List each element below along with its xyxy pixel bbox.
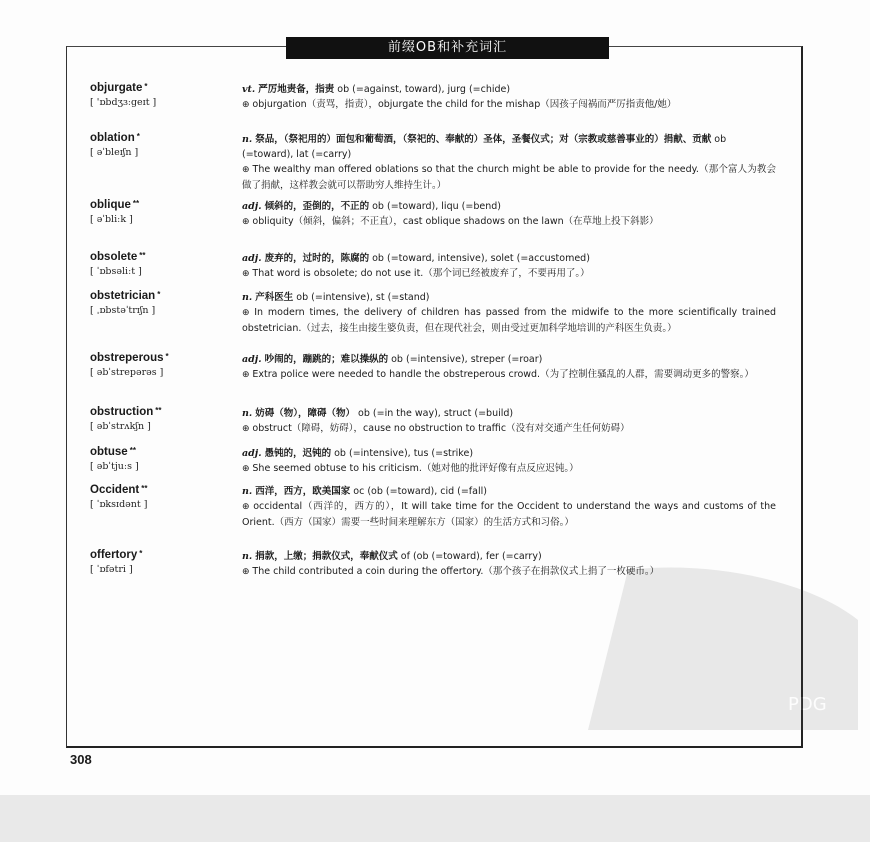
part-of-speech: adj. [242,253,262,264]
example [242,305,776,336]
definition-block [242,549,776,580]
definition-block [242,199,776,230]
definition-block [242,484,776,530]
example-text: The wealthy man offered oblations so that the church might be able to provide for the needy.（那个富人为教会做了捐献，这样教会就可以帮助穷人维持生计。） [242,164,776,191]
headword [90,484,147,496]
example-text: The child contributed a coin during the offertory.（那个孩子在捐款仪式上捐了一枚硬币。） [252,566,660,577]
example [242,367,776,383]
headword [90,132,140,144]
definition: 祭品，（祭祀用的）面包和葡萄酒，（祭祀的、奉献的）圣体，圣餐仪式；对（宗教或慈善事业的）捐献、贡献 [255,134,712,145]
word: oblique [90,199,131,211]
example-icon: ⊕ [242,308,255,318]
frequency-star: * [136,132,140,141]
pronunciation: [ əˈbleɪʃn ] [90,147,139,158]
watermark-text: PDG [788,694,827,715]
example-icon: ⊕ [242,100,253,110]
etymology: ob (=intensive), tus (=strike) [334,448,474,459]
example [242,266,776,282]
definition-block [242,132,776,193]
headword [90,549,142,561]
headword [90,290,160,302]
example [242,499,776,530]
example-text: Extra police were needed to handle the obstreperous crowd.（为了控制住骚乱的人群，需要调动更多的警察。） [252,369,754,380]
definition: 严厉地责备，指责 [258,84,335,95]
part-of-speech: vt. [242,84,256,95]
word: obtuse [90,446,128,458]
example-text: obstruct（障碍，妨碍），cause no obstruction to traffic（没有对交通产生任何妨碍） [252,423,630,434]
word: obstetrician [90,290,156,302]
definition: 倾斜的，歪倒的，不正的 [264,201,370,212]
pronunciation: [ əbˈstrepərəs ] [90,367,164,378]
definition: 产科医生 [255,292,294,303]
word: Occident [90,484,140,496]
pronunciation: [ əbˈtjuːs ] [90,461,139,472]
headword [90,352,169,364]
pronunciation: [ ˌɒbstəˈtrɪʃn ] [90,305,156,316]
etymology: ob (=against, toward), jurg (=chide) [337,84,511,95]
example [242,421,776,437]
definition: 西洋，西方，欧美国家 [255,486,351,497]
etymology: ob (=toward, intensive), solet (=accustomed) [372,253,590,264]
example-text: occidental（西洋的，西方的），It will take time for the Occident to understand the ways and customs of the Orient.（西方（国家）需要一些时间来理解东方（国家）的生活方式和习俗。） [242,501,776,528]
frequency-star: ** [139,251,146,260]
frequency-star: * [165,352,169,361]
definition-block [242,446,776,477]
etymology: ob (=intensive), streper (=roar) [391,354,543,365]
scan-margin [0,795,870,842]
etymology: ob (=toward), lat (=carry) [242,134,727,160]
word: obstruction [90,406,154,418]
headword [90,251,146,263]
part-of-speech: n. [242,292,253,303]
frequency-star: ** [132,199,140,208]
part-of-speech: n. [242,551,253,562]
pronunciation: [ 'ɒbdʒɜːgeɪt ] [90,97,157,108]
example-icon: ⊕ [242,424,253,434]
definition: 妨碍（物），障碍（物） [255,408,356,419]
example-text: In modern times, the delivery of children has passed from the midwife to the more scientifically trained obstetrician.（过去，接生由接生婆负责，但在现代社会，则由受过更加科学地培训的产科医生负责。） [242,307,776,334]
example [242,564,776,580]
definition: 捐款，上缴；捐款仪式，奉献仪式 [255,551,398,562]
definition-block [242,352,776,383]
part-of-speech: adj. [242,448,262,459]
example [242,162,776,193]
example-icon: ⊕ [242,217,253,227]
frequency-star: * [157,290,161,299]
pronunciation: [ əˈbliːk ] [90,214,133,225]
example-text: She seemed obtuse to his criticism.（她对他的批评好像有点反应迟钝。） [252,463,579,474]
example-icon: ⊕ [242,567,253,577]
etymology: ob (=toward), liqu (=bend) [372,201,501,212]
definition-block [242,290,776,336]
etymology: ob (=intensive), st (=stand) [296,292,430,303]
definition-block [242,251,776,282]
word: oblation [90,132,135,144]
etymology: of (ob (=toward), fer (=carry) [400,551,542,562]
etymology: oc (ob (=toward), cid (=fall) [353,486,487,497]
example-icon: ⊕ [242,370,253,380]
section-banner: 前缀OB和补充词汇 [286,37,609,59]
frequency-star: ** [141,484,148,493]
seal-watermark [588,560,868,730]
frequency-star: ** [155,406,162,415]
example-icon: ⊕ [242,502,254,512]
word: offertory [90,549,138,561]
frequency-star: ** [129,446,136,455]
word: obstreperous [90,352,164,364]
definition-block [242,82,776,113]
example [242,97,776,113]
example-icon: ⊕ [242,165,253,175]
headword [90,406,161,418]
example-text: That word is obsolete; do not use it.（那个词已经被废弃了，不要再用了。） [252,268,590,279]
headword [90,199,139,211]
part-of-speech: adj. [242,201,262,212]
definition: 吵闹的，蹦跳的；难以操纵的 [264,354,389,365]
frequency-star: * [139,549,143,558]
pronunciation: [ əbˈstrʌkʃn ] [90,421,151,432]
example-icon: ⊕ [242,464,253,474]
definition: 废弃的，过时的，陈腐的 [264,253,370,264]
part-of-speech: n. [242,486,253,497]
part-of-speech: n. [242,134,253,145]
headword [90,446,136,458]
example-text: objurgation（责骂，指责），objurgate the child for the mishap（因孩子闯祸而严厉指责他/她） [252,99,677,110]
example [242,461,776,477]
word: obsolete [90,251,138,263]
definition: 愚钝的，迟钝的 [264,448,332,459]
example [242,214,776,230]
page-number: 308 [70,752,92,767]
frequency-star: * [144,82,148,91]
example-icon: ⊕ [242,269,253,279]
definition-block [242,406,776,437]
etymology: ob (=in the way), struct (=build) [358,408,514,419]
example-text: obliquity（倾斜，偏斜；不正直），cast oblique shadows on the lawn（在草地上投下斜影） [252,216,659,227]
pronunciation: [ ˈɒksɪdənt ] [90,499,148,510]
part-of-speech: adj. [242,354,262,365]
headword [90,82,148,94]
word: objurgate [90,82,143,94]
pronunciation: [ ˈɒfətri ] [90,564,133,575]
pronunciation: [ ˈɒbsəliːt ] [90,266,142,277]
part-of-speech: n. [242,408,253,419]
